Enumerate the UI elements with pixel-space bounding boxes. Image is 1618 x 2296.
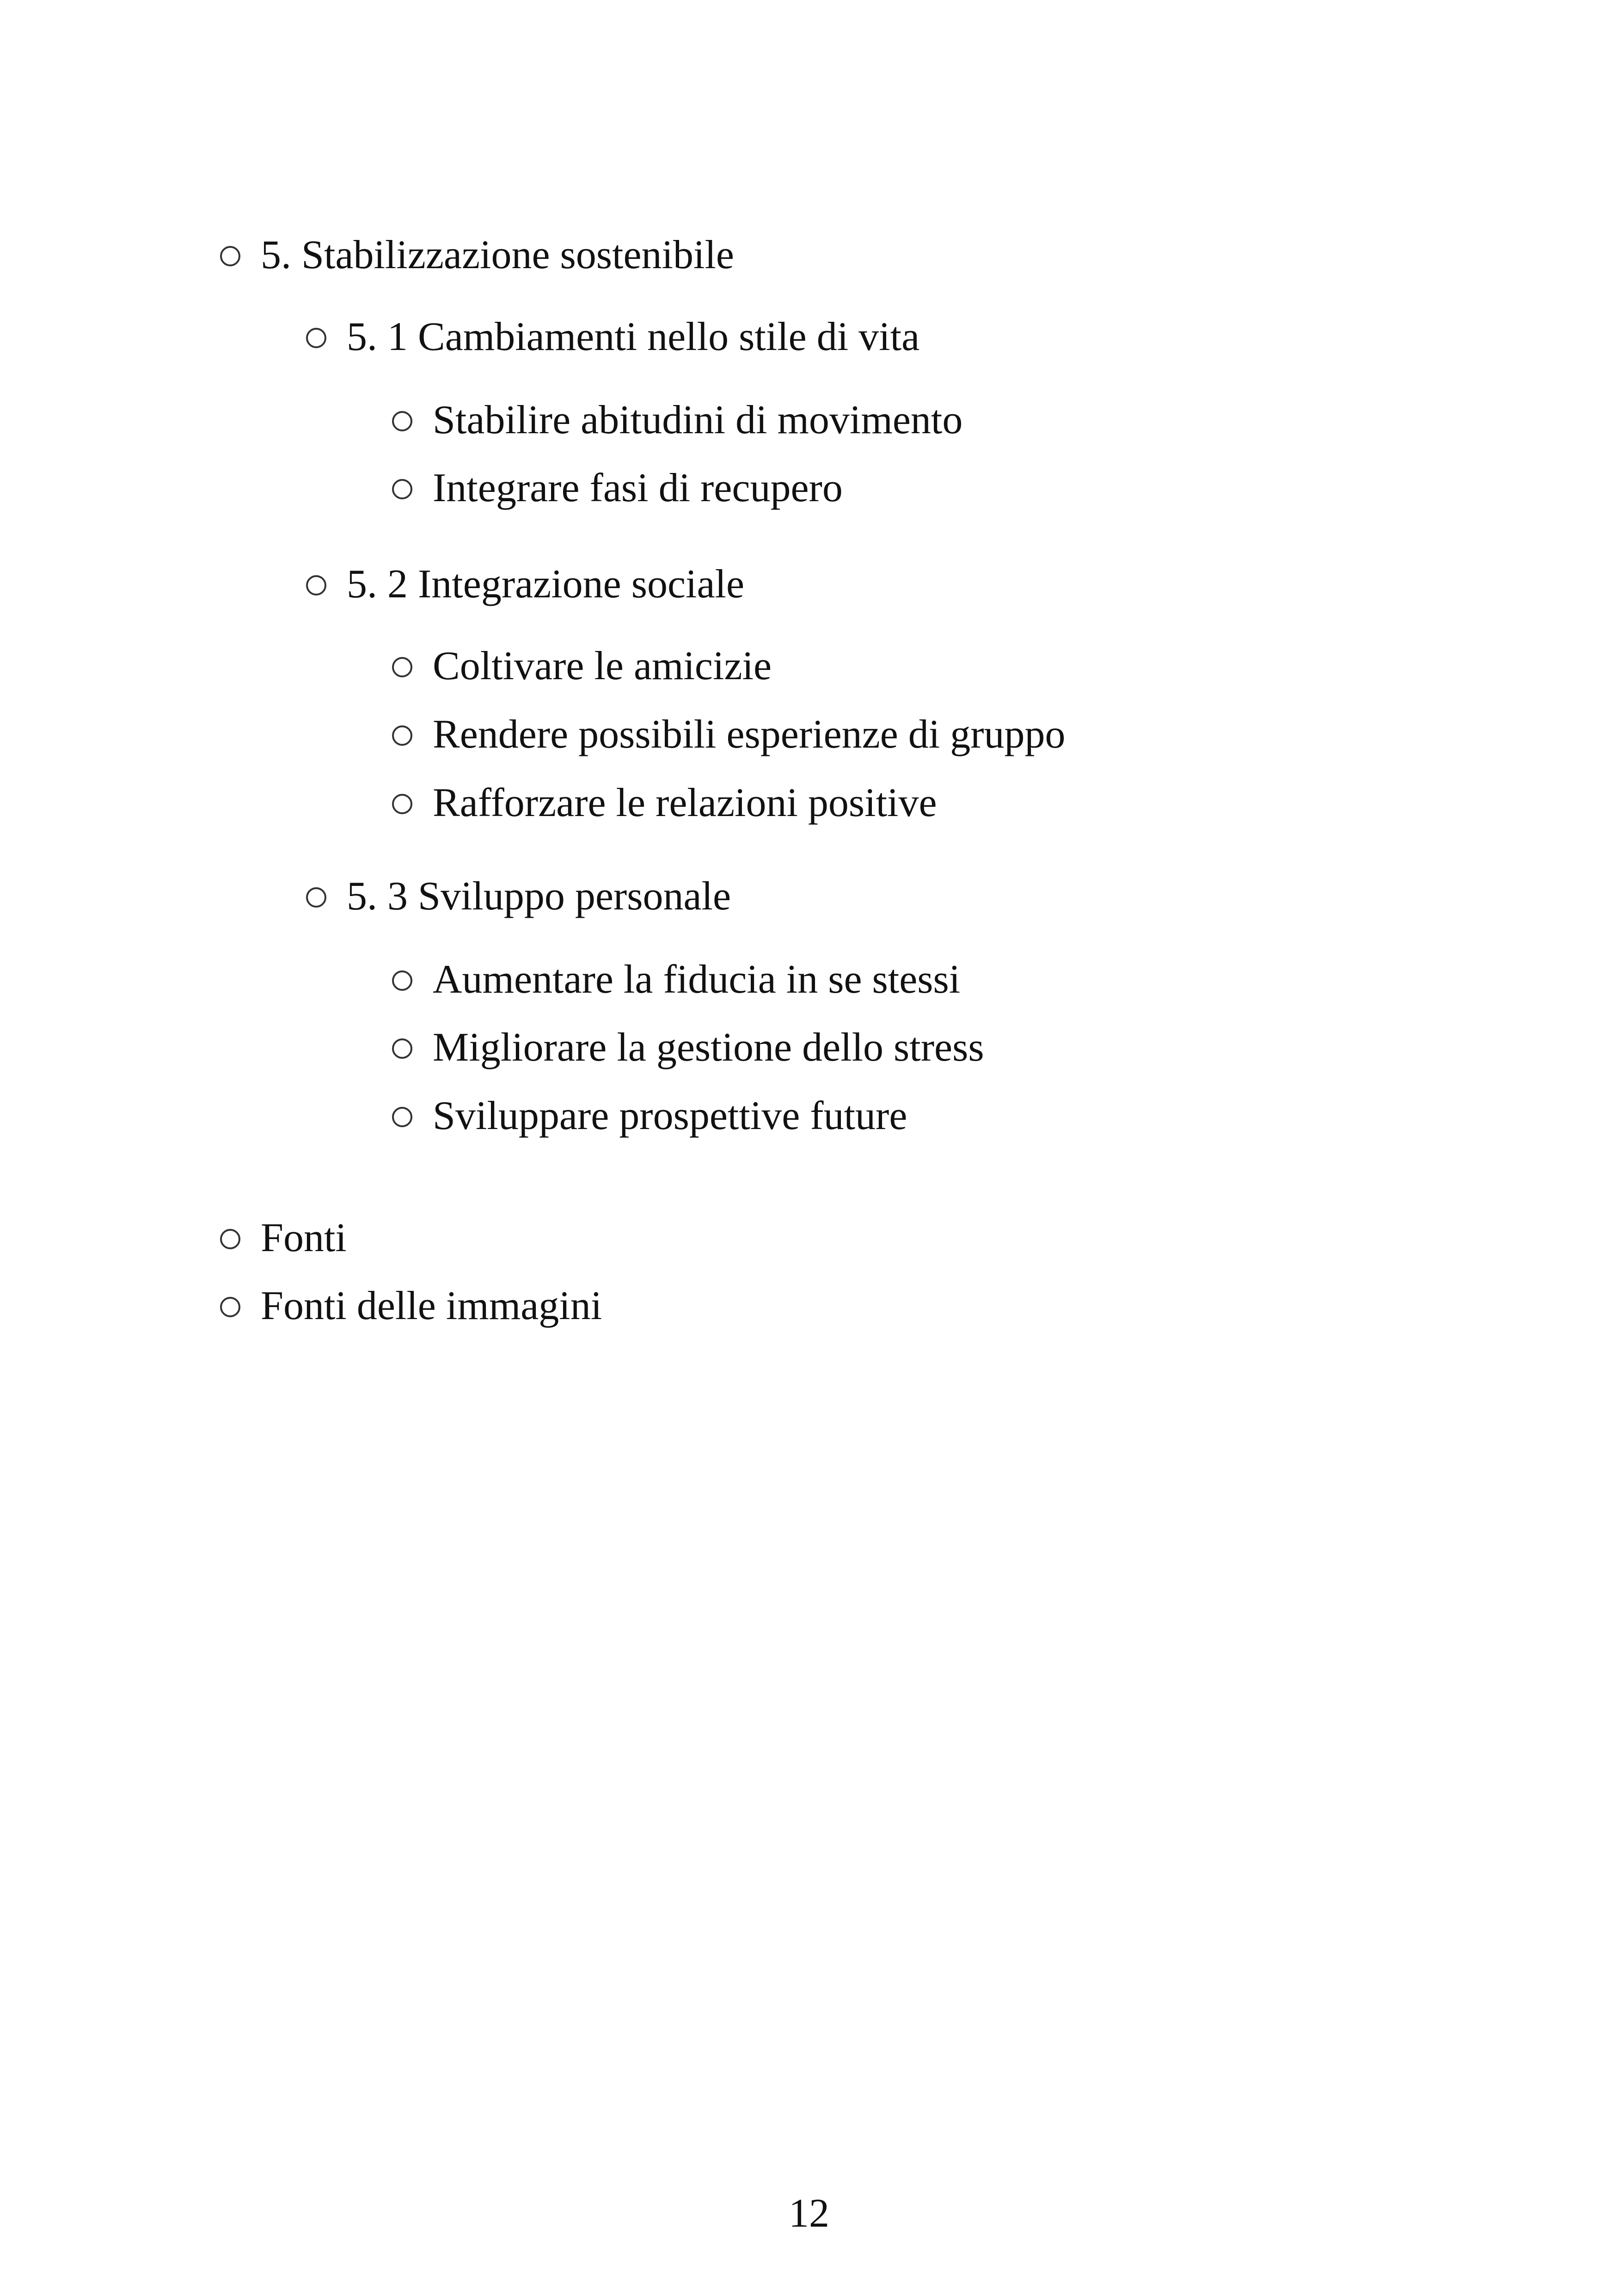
outline-item-label: Rafforzare le relazioni positive — [433, 780, 937, 825]
outline-item-5-2-c — [392, 780, 937, 825]
hollow-circle-bullet-icon — [220, 1229, 240, 1249]
outline-item-label: 5. 3 Sviluppo personale — [347, 874, 731, 919]
outline-item-label: Aumentare la fiducia in se stessi — [433, 957, 961, 1002]
hollow-circle-bullet-icon — [392, 1107, 412, 1127]
outline-item-label: 5. 1 Cambiamenti nello stile di vita — [347, 314, 920, 359]
hollow-circle-bullet-icon — [220, 1297, 240, 1317]
outline-item-5-1 — [306, 314, 920, 359]
outline-item-5-2-b — [392, 712, 1066, 757]
hollow-circle-bullet-icon — [306, 575, 326, 595]
page-number: 12 — [789, 2191, 829, 2236]
hollow-circle-bullet-icon — [392, 725, 412, 746]
outline-item-label: Stabilire abitudini di movimento — [433, 398, 963, 442]
hollow-circle-bullet-icon — [392, 794, 412, 814]
outline-item-label: Fonti — [261, 1216, 347, 1260]
hollow-circle-bullet-icon — [220, 246, 240, 266]
outline-item-5-1-a — [392, 398, 963, 442]
outline-item-label: 5. 2 Integrazione sociale — [347, 562, 745, 607]
outline-item-label: Coltivare le amicizie — [433, 644, 772, 688]
hollow-circle-bullet-icon — [392, 479, 412, 499]
outline-item-5-2 — [306, 562, 745, 607]
outline-item-label: Migliorare la gestione dello stress — [433, 1025, 984, 1070]
outline-item-5-3-b — [392, 1025, 984, 1070]
hollow-circle-bullet-icon — [392, 657, 412, 677]
outline-item-5 — [220, 233, 734, 277]
outline-item-label: Fonti delle immagini — [261, 1283, 602, 1328]
outline-item-5-3-a — [392, 957, 961, 1002]
outline-item-label: 5. Stabilizzazione sostenibile — [261, 233, 734, 277]
outline-item-5-2-a — [392, 644, 772, 688]
hollow-circle-bullet-icon — [392, 1038, 412, 1059]
outline-item-fonti — [220, 1216, 347, 1260]
hollow-circle-bullet-icon — [306, 887, 326, 908]
outline-item-fonti-immagini — [220, 1283, 602, 1328]
hollow-circle-bullet-icon — [392, 970, 412, 991]
outline-item-5-3 — [306, 874, 731, 919]
outline-item-5-3-c — [392, 1093, 907, 1138]
outline-item-label: Integrare fasi di recupero — [433, 466, 843, 510]
outline-item-label: Rendere possibili esperienze di gruppo — [433, 712, 1066, 757]
outline-item-5-1-b — [392, 466, 843, 510]
outline-item-label: Sviluppare prospettive future — [433, 1093, 907, 1138]
hollow-circle-bullet-icon — [306, 328, 326, 348]
hollow-circle-bullet-icon — [392, 411, 412, 431]
